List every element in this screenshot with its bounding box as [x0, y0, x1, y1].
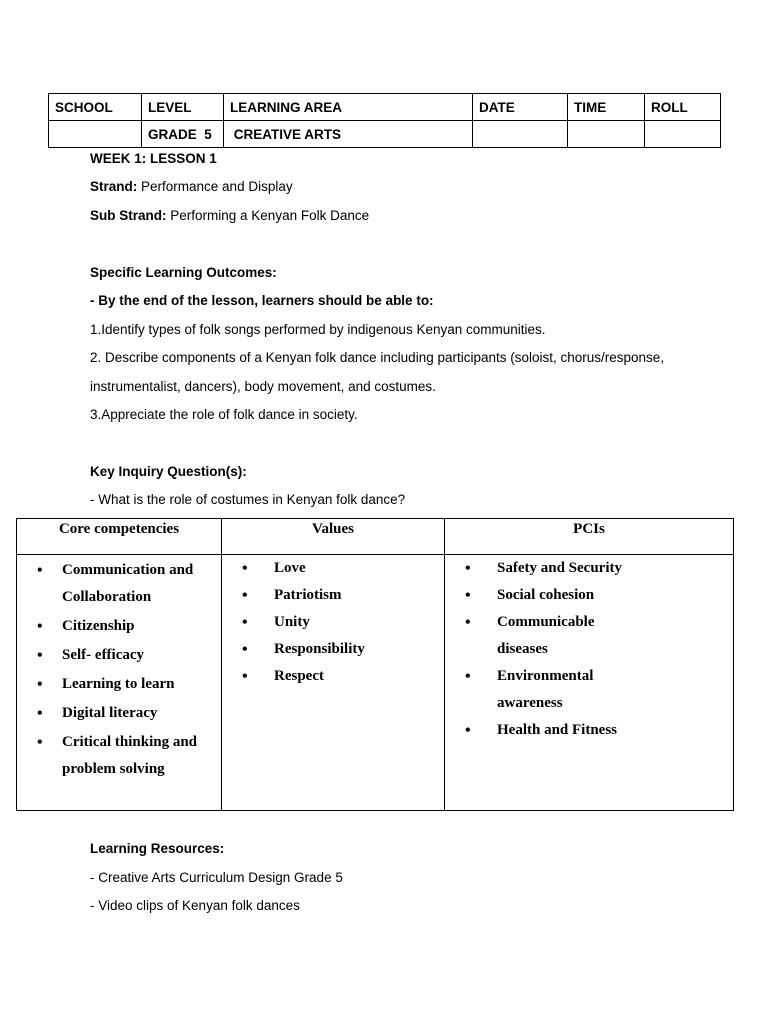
strand-value: Performance and Display: [141, 179, 293, 194]
list-item: • Digital literacy: [17, 700, 221, 727]
strand-label: Strand:: [90, 179, 138, 194]
value-cell-date: [473, 121, 568, 148]
pcis-cell: [445, 555, 734, 811]
list-item: • Environmental awareness: [445, 663, 733, 717]
substrand-line: [90, 206, 369, 226]
outcome-item-1: 1.Identify types of folk songs performed by indigenous Kenyan communities.: [90, 322, 546, 337]
value-cell-roll: [645, 121, 721, 148]
header-cell-school: SCHOOL: [49, 94, 142, 121]
substrand-label: Sub Strand:: [90, 208, 167, 223]
list-item: • Unity: [222, 609, 444, 636]
value-row: [49, 121, 721, 148]
resources-heading: Learning Resources:: [90, 841, 225, 856]
list-item: • Social cohesion: [445, 582, 733, 609]
resource-item-2: - Video clips of Kenyan folk dances: [90, 898, 300, 913]
values-list: [222, 555, 444, 690]
competency-table: [16, 518, 734, 811]
header-values: Values: [222, 519, 445, 555]
value-cell-time: [568, 121, 645, 148]
list-item: • Love: [222, 555, 444, 582]
list-item: • Citizenship: [17, 613, 221, 640]
value-cell-school: [49, 121, 142, 148]
outcome-item-2-continued: instrumentalist, dancers), body movement, and costumes.: [90, 379, 436, 394]
resource-item-1: - Creative Arts Curriculum Design Grade 5: [90, 870, 343, 885]
header-table: [48, 93, 721, 148]
values-cell: [222, 555, 445, 811]
list-item: • Health and Fitness: [445, 717, 733, 744]
core-competencies-list: [17, 555, 221, 783]
outcomes-heading: Specific Learning Outcomes:: [90, 265, 277, 280]
header-core-competencies: Core competencies: [17, 519, 222, 555]
core-competencies-cell: [17, 555, 222, 811]
list-item: • Patriotism: [222, 582, 444, 609]
list-item: • Communication and Collaboration: [17, 557, 221, 611]
outcomes-intro: - By the end of the lesson, learners should be able to:: [90, 293, 434, 308]
value-cell-learning-area: CREATIVE ARTS: [224, 121, 473, 148]
inquiry-question: - What is the role of costumes in Kenyan folk dance?: [90, 492, 406, 507]
outcome-item-2: 2. Describe components of a Kenyan folk dance including participants (soloist, chorus/response,: [90, 350, 665, 365]
header-pcis: PCIs: [445, 519, 734, 555]
competency-header-row: [17, 519, 734, 555]
header-cell-time: TIME: [568, 94, 645, 121]
list-item: • Learning to learn: [17, 671, 221, 698]
list-item: • Respect: [222, 663, 444, 690]
inquiry-heading: Key Inquiry Question(s):: [90, 464, 247, 479]
list-item: • Self- efficacy: [17, 642, 221, 669]
header-row: [49, 94, 721, 121]
list-item: • Responsibility: [222, 636, 444, 663]
header-cell-learning-area: LEARNING AREA: [224, 94, 473, 121]
list-item: • Critical thinking and problem solving: [17, 729, 221, 783]
substrand-value: Performing a Kenyan Folk Dance: [170, 208, 370, 223]
outcome-item-3: 3.Appreciate the role of folk dance in society.: [90, 407, 358, 422]
strand-line: [90, 177, 293, 197]
list-item: • Safety and Security: [445, 555, 733, 582]
header-cell-roll: ROLL: [645, 94, 721, 121]
pcis-list: [445, 555, 733, 744]
value-cell-level: GRADE 5: [142, 121, 224, 148]
list-item: • Communicable diseases: [445, 609, 733, 663]
header-cell-date: DATE: [473, 94, 568, 121]
competency-body-row: [17, 555, 734, 811]
header-cell-level: LEVEL: [142, 94, 224, 121]
week-lesson-title: WEEK 1: LESSON 1: [90, 151, 217, 166]
